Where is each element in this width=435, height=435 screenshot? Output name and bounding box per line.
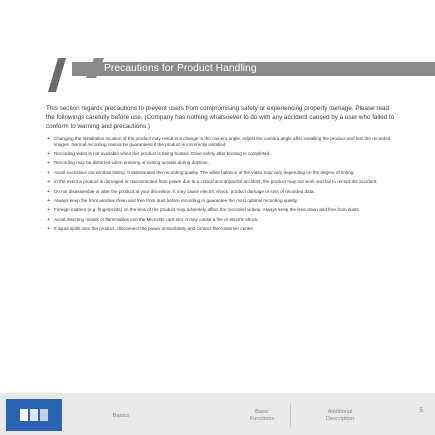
list-item-text: Recording may be distorted when entering or exiting tunnels during daytime.: [54, 160, 209, 166]
list-item-text: Do not disassemble or alter the product at your discretion. It may cause electric shock, product damage or loss of recorded data.: [54, 188, 315, 194]
list-item: [46, 136, 396, 148]
bullet-icon: +: [47, 169, 51, 176]
list-item-text: If liquid spills onto the product, disconnect the power immediately and contact the customer center.: [54, 226, 255, 232]
nav-tab-label-line2: Description: [326, 416, 354, 422]
nav-tab-label-line2: Functions: [249, 416, 275, 422]
bullet-icon: +: [47, 160, 51, 167]
list-item-text: Avoid excessive car window tinting. It deteriorates the recording quality. The white balance of the video may vary depending on the degree of tinting.: [54, 169, 355, 175]
list-item: [46, 189, 396, 195]
list-item: [46, 217, 396, 223]
list-item-text: Changing the installation location of the product may result in a change in the camera angle. Adjust the camera angle after installing the product and test the recorded images. Normal recording cannot be guaranteed if the product is incorrectly installed.: [54, 135, 391, 147]
list-item-text: Recording video is not available when this product is being booted. Drive safely after booting is completed.: [54, 151, 271, 156]
nav-tab-label: Basic: [255, 409, 269, 415]
header-slash-mark: [0, 0, 110, 92]
page-number: 5: [419, 407, 423, 414]
bullet-icon: +: [47, 226, 51, 233]
bullet-icon: +: [47, 207, 51, 214]
list-item: [46, 179, 396, 185]
bullet-icon: +: [47, 188, 51, 195]
nav-tab-additional-description[interactable]: [300, 403, 380, 429]
list-item: [46, 170, 396, 176]
nav-tab-basics[interactable]: [96, 403, 146, 429]
list-item-text: Avoid inserting metals or flammables into the MicroSD card slot. It may cause a fire or electric shock.: [54, 216, 259, 222]
bottom-navigation: [0, 393, 435, 435]
precautions-list: [46, 136, 396, 233]
brand-logo-icon: [19, 406, 49, 424]
bullet-icon: +: [47, 135, 51, 142]
page-title: Precautions for Product Handling: [104, 63, 257, 74]
bullet-icon: +: [47, 216, 51, 223]
list-item: [46, 198, 396, 204]
intro-paragraph: This section regards precautions to prevent users from compromising safety or experiencing property damage. Please read the followings carefully before use. (Company has nothing whatsoever to do with any accident caused by a user who failed to conform to warning and precautions.): [46, 105, 395, 131]
bullet-icon: +: [47, 179, 51, 186]
list-item: [46, 226, 396, 232]
bullet-icon: +: [47, 151, 51, 157]
list-item: [46, 151, 396, 157]
nav-divider: [290, 403, 291, 427]
main-content: [46, 104, 396, 236]
page-header: [0, 0, 435, 92]
nav-tab-basic-functions[interactable]: [232, 403, 292, 429]
list-item: [46, 207, 396, 213]
nav-tab-label: Basics: [112, 412, 130, 419]
brand-logo[interactable]: [6, 399, 62, 431]
list-item-text: In the event a product is damaged or disconnected from power due to a critical and impactful accident, the product may not work and fail to record the accident.: [54, 179, 378, 185]
nav-tab-label: Additional: [327, 409, 353, 415]
list-item: [46, 160, 396, 166]
bullet-icon: +: [47, 197, 51, 204]
list-item-text: Foreign matters (e.g. fingerprints) on the lens of the product may adversely affect the recorded videos. Always keep the lens clean and free from dusts.: [54, 207, 361, 213]
list-item-text: Always keep the front window clean and free from dust before recording to guarantee the most optimal recording quality.: [54, 197, 299, 203]
